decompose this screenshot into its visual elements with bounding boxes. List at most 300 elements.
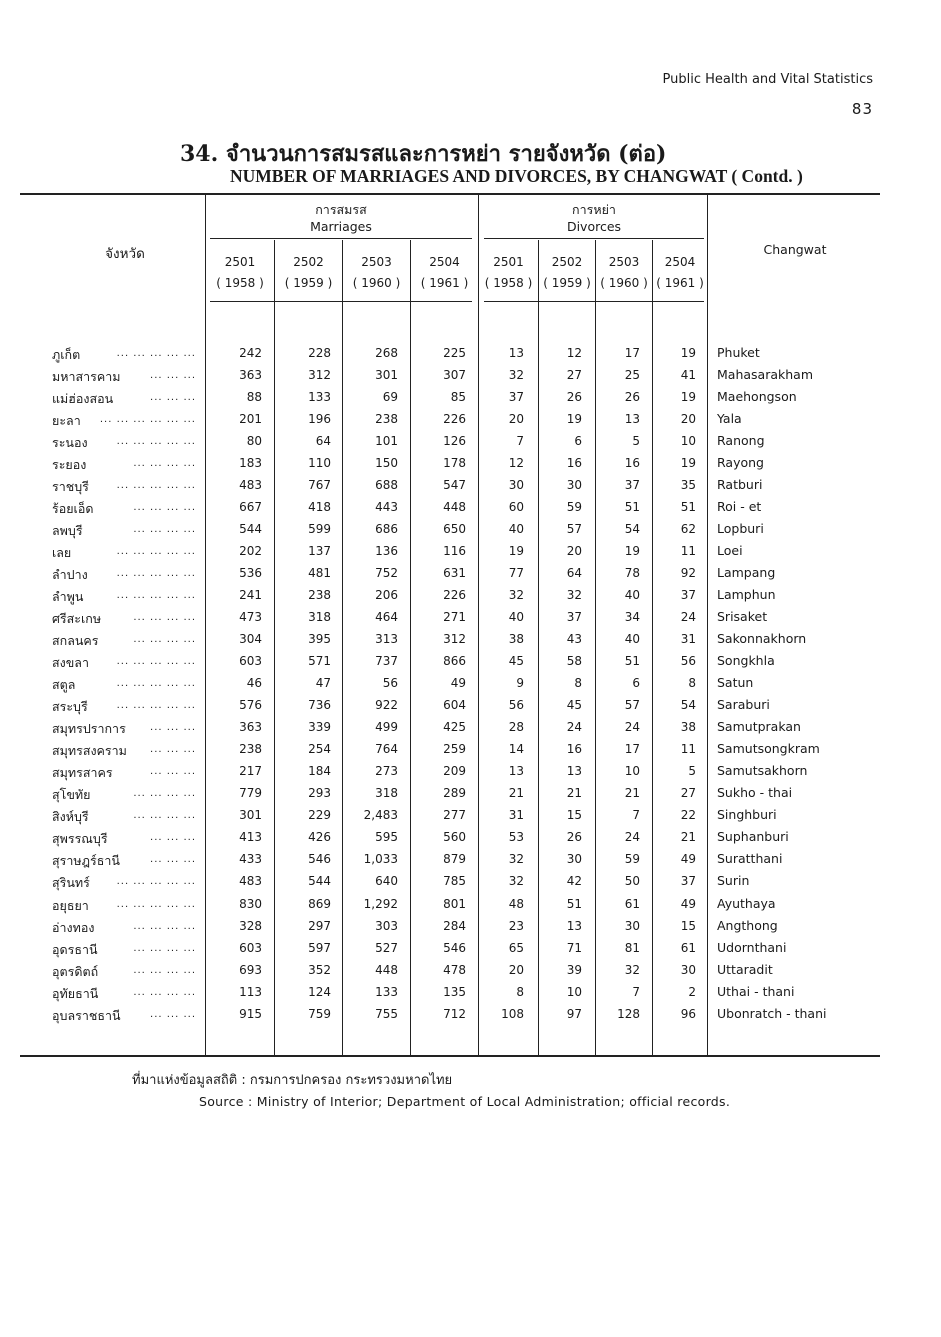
province-name-thai: สระบุรี [52, 699, 88, 715]
col-divider-changwat [707, 195, 708, 1055]
marriages-header-thai: การสมรส [315, 202, 367, 217]
source-note-thai: ที่มาแห่งข้อมูลสถิติ : กรมการปกครอง กระทรวงมหาดไทย [132, 1073, 453, 1088]
marriages-value: 184 [308, 764, 331, 779]
leader-dots: ... ... ... ... [133, 612, 196, 624]
divorces-value: 42 [566, 874, 582, 889]
province-name-thai: ร้อยเอ็ด [52, 501, 94, 517]
leader-dots: ... ... ... ... ... [116, 700, 196, 712]
col-divider-province [205, 195, 206, 1055]
divorces-value: 128 [617, 1006, 640, 1021]
marriages-value: 547 [443, 478, 466, 493]
marriages-value: 712 [443, 1006, 466, 1021]
marriages-value: 301 [375, 368, 398, 383]
marriages-value: 110 [308, 456, 331, 471]
divorces-value: 45 [508, 654, 524, 669]
marriages-value: 879 [443, 852, 466, 867]
province-name-thai: ยะลา [52, 413, 81, 429]
marriages-value: 284 [443, 918, 466, 933]
leader-dots: ... ... ... [150, 392, 196, 404]
changwat-name: Ayuthaya [717, 895, 776, 911]
year-ce: ( 1959 ) [284, 276, 333, 290]
divorces-value: 19 [680, 390, 696, 405]
marriages-value: 426 [308, 830, 331, 845]
leader-dots: ... ... ... ... [133, 920, 196, 932]
province-name-thai: อ่างทอง [52, 919, 95, 935]
leader-dots: ... ... ... [150, 744, 196, 756]
table-bottom-rule [20, 1055, 880, 1057]
divorces-value: 21 [624, 786, 640, 801]
divorces-value: 49 [680, 896, 696, 911]
divorces-value: 19 [680, 456, 696, 471]
year-be: 2503 [361, 255, 392, 269]
year-be: 2503 [608, 255, 640, 269]
year-ce: ( 1961 ) [656, 276, 704, 290]
marriages-value: 238 [375, 412, 398, 427]
divorces-value: 35 [680, 478, 696, 493]
marriages-value: 196 [308, 412, 331, 427]
year-header [479, 252, 538, 294]
marriages-value: 603 [239, 654, 262, 669]
divorces-value: 38 [680, 720, 696, 735]
divorces-value: 31 [680, 632, 696, 647]
marriages-value: 56 [382, 676, 398, 691]
divorces-value: 40 [508, 610, 524, 625]
marriages-value: 688 [375, 478, 398, 493]
divorces-value: 16 [566, 742, 582, 757]
divorces-value: 45 [566, 698, 582, 713]
divorces-value: 40 [624, 588, 640, 603]
marriages-value: 801 [443, 896, 466, 911]
province-name-thai: สุโขทัย [52, 787, 91, 803]
marriages-value: 150 [375, 456, 398, 471]
changwat-name: Singhburi [717, 807, 777, 823]
marriages-value: 650 [443, 522, 466, 537]
marriages-value: 202 [239, 544, 262, 559]
marriages-value: 49 [450, 676, 466, 691]
marriages-value: 576 [239, 698, 262, 713]
province-name-thai: ระนอง [52, 435, 88, 451]
divorces-value: 37 [624, 478, 640, 493]
marriages-value: 604 [443, 698, 466, 713]
leader-dots: ... ... ... ... [133, 634, 196, 646]
marriages-value: 755 [375, 1006, 398, 1021]
divorces-value: 16 [566, 456, 582, 471]
year-ce: ( 1960 ) [352, 276, 401, 290]
marriages-value: 133 [375, 984, 398, 999]
divorces-value: 58 [566, 654, 582, 669]
divorces-value: 11 [680, 742, 696, 757]
marriages-value: 64 [315, 434, 331, 449]
divorces-value: 19 [624, 544, 640, 559]
divorces-value: 15 [566, 808, 582, 823]
divorces-value: 37 [508, 390, 524, 405]
changwat-name: Sukho - thai [717, 785, 793, 801]
divorces-value: 40 [508, 522, 524, 537]
divorces-header-rule [484, 238, 704, 239]
changwat-name: Mahasarakham [717, 367, 813, 383]
province-name-thai: แม่ฮ่องสอน [52, 391, 114, 407]
divorces-value: 37 [566, 610, 582, 625]
marriages-value: 209 [443, 764, 466, 779]
divorces-value: 21 [508, 786, 524, 801]
divorces-header-thai: การหย่า [572, 202, 616, 217]
running-head: Public Health and Vital Statistics [662, 72, 873, 87]
year-header-rule-left [210, 301, 472, 302]
divorces-value: 51 [624, 500, 640, 515]
marriages-value: 126 [443, 434, 466, 449]
province-column-header-thai: จังหวัด [105, 246, 145, 262]
divorces-value: 32 [508, 588, 524, 603]
marriages-value: 113 [239, 984, 262, 999]
marriages-value: 599 [308, 522, 331, 537]
year-ce: ( 1960 ) [600, 276, 648, 290]
marriages-value: 69 [382, 390, 398, 405]
divorces-value: 51 [680, 500, 696, 515]
marriages-value: 101 [375, 434, 398, 449]
divorces-value: 59 [566, 500, 582, 515]
divorces-value: 56 [508, 698, 524, 713]
marriages-value: 85 [450, 390, 466, 405]
leader-dots: ... ... ... ... [133, 524, 196, 536]
marriages-value: 560 [443, 830, 466, 845]
leader-dots: ... ... ... ... ... [116, 568, 196, 580]
marriages-value: 271 [443, 610, 466, 625]
marriages-value: 293 [308, 786, 331, 801]
col-divider-m1 [274, 240, 275, 1055]
year-be: 2504 [664, 255, 696, 269]
marriages-value: 595 [375, 830, 398, 845]
marriages-value: 413 [239, 830, 262, 845]
leader-dots: ... ... ... ... ... [116, 348, 196, 359]
marriages-value: 217 [239, 764, 262, 779]
table-title-thai: 34. จำนวนการสมรสและการหย่า รายจังหวัด (ต่อ) [180, 141, 667, 167]
year-header [275, 252, 342, 294]
divorces-value: 28 [508, 720, 524, 735]
divorces-value: 2 [688, 984, 696, 999]
province-name-thai: ลพบุรี [52, 523, 83, 539]
divorces-value: 30 [566, 478, 582, 493]
year-be: 2504 [429, 255, 460, 269]
marriages-value: 448 [375, 962, 398, 977]
divorces-value: 19 [508, 544, 524, 559]
changwat-name: Lamphun [717, 587, 776, 603]
province-name-thai: สุพรรณบุรี [52, 831, 108, 847]
year-be: 2502 [551, 255, 583, 269]
divorces-value: 10 [566, 984, 582, 999]
changwat-name: Songkhla [717, 653, 775, 669]
marriages-value: 736 [308, 698, 331, 713]
divorces-value: 10 [680, 434, 696, 449]
leader-dots: ... ... ... ... ... [116, 480, 196, 492]
province-name-thai: สกลนคร [52, 633, 99, 649]
province-name-thai: สมุทรสงคราม [52, 743, 127, 759]
marriages-value: 124 [308, 984, 331, 999]
changwat-name: Phuket [717, 345, 760, 360]
marriages-value: 135 [443, 984, 466, 999]
marriages-value: 1,033 [363, 852, 398, 867]
divorces-value: 21 [566, 786, 582, 801]
divorces-value: 81 [624, 940, 640, 955]
leader-dots: ... ... ... ... ... [116, 590, 196, 602]
divorces-value: 32 [508, 874, 524, 889]
divorces-value: 5 [688, 764, 696, 779]
marriages-value: 304 [239, 632, 262, 647]
divorces-value: 7 [632, 808, 640, 823]
divorces-value: 12 [508, 456, 524, 471]
marriages-value: 473 [239, 610, 262, 625]
year-header [653, 252, 707, 294]
year-header [206, 252, 274, 294]
marriages-value: 448 [443, 500, 466, 515]
marriages-value: 640 [375, 874, 398, 889]
marriages-value: 47 [315, 676, 331, 691]
marriages-value: 363 [239, 368, 262, 383]
changwat-name: Ratburi [717, 477, 763, 493]
divorces-value: 97 [566, 1006, 582, 1021]
divorces-value: 108 [501, 1006, 524, 1021]
leader-dots: ... ... ... ... ... [116, 546, 196, 558]
changwat-name: Roi - et [717, 499, 762, 515]
divorces-value: 24 [624, 720, 640, 735]
marriages-value: 779 [239, 786, 262, 801]
year-be: 2501 [224, 255, 256, 269]
leader-dots: ... ... ... ... [133, 788, 196, 800]
divorces-value: 51 [566, 896, 582, 911]
divorces-value: 78 [624, 566, 640, 581]
marriages-value: 483 [239, 478, 262, 493]
divorces-value: 61 [624, 896, 640, 911]
marriages-value: 425 [443, 720, 466, 735]
marriages-value: 481 [308, 566, 331, 581]
marriages-value: 767 [308, 478, 331, 493]
divorces-value: 50 [624, 874, 640, 889]
changwat-name: Lopburi [717, 521, 764, 537]
changwat-name: Rayong [717, 455, 764, 471]
province-name-thai: มหาสารคาม [52, 369, 121, 385]
divorces-value: 23 [508, 918, 524, 933]
divorces-value: 17 [624, 346, 640, 360]
changwat-name: Satun [717, 675, 754, 691]
marriages-value: 352 [308, 962, 331, 977]
divorces-value: 7 [632, 984, 640, 999]
marriages-value: 178 [443, 456, 466, 471]
divorces-value: 6 [574, 434, 582, 449]
divorces-value: 9 [516, 676, 524, 691]
province-name-thai: อยุธยา [52, 897, 89, 913]
changwat-name: Suphanburi [717, 829, 789, 845]
divorces-value: 14 [508, 742, 524, 757]
divorces-value: 11 [680, 544, 696, 559]
marriages-value: 536 [239, 566, 262, 581]
divorces-value: 24 [566, 720, 582, 735]
marriages-value: 2,483 [363, 808, 398, 823]
leader-dots: ... ... ... [150, 766, 196, 778]
divorces-value: 30 [508, 478, 524, 493]
divorces-value: 7 [516, 434, 524, 449]
divorces-value: 15 [680, 918, 696, 933]
marriages-value: 201 [239, 412, 262, 427]
divorces-value: 13 [566, 918, 582, 933]
marriages-value: 830 [239, 896, 262, 911]
divorces-value: 12 [566, 346, 582, 360]
divorces-header-english: Divorces [566, 219, 622, 234]
divorces-value: 20 [680, 412, 696, 427]
changwat-name: Yala [717, 411, 742, 427]
divorces-value: 37 [680, 588, 696, 603]
province-name-thai: สมุทรปราการ [52, 721, 126, 737]
province-name-thai: ลำปาง [52, 567, 88, 583]
changwat-name: Maehongson [717, 389, 797, 405]
marriages-value: 137 [308, 544, 331, 559]
divorces-value: 17 [624, 742, 640, 757]
divorces-value: 19 [566, 412, 582, 427]
divorces-value: 38 [508, 632, 524, 647]
divorces-value: 26 [566, 390, 582, 405]
marriages-value: 136 [375, 544, 398, 559]
divorces-value: 57 [566, 522, 582, 537]
marriages-value: 206 [375, 588, 398, 603]
divorces-value: 62 [680, 522, 696, 537]
marriages-value: 915 [239, 1006, 262, 1021]
marriages-value: 597 [308, 940, 331, 955]
province-name-thai: ระยอง [52, 457, 87, 473]
province-name-thai: สมุทรสาคร [52, 765, 113, 781]
leader-dots: ... ... ... ... ... [116, 898, 196, 910]
divorces-value: 34 [624, 610, 640, 625]
changwat-name: Samutsongkram [717, 741, 820, 757]
divorces-value: 30 [624, 918, 640, 933]
marriages-value: 759 [308, 1006, 331, 1021]
changwat-name: Samutprakan [717, 719, 801, 735]
marriages-value: 764 [375, 742, 398, 757]
divorces-value: 5 [632, 434, 640, 449]
marriages-value: 277 [443, 808, 466, 823]
col-divider-m3 [410, 240, 411, 1055]
year-be: 2501 [493, 255, 524, 269]
leader-dots: ... ... ... ... [133, 942, 196, 954]
marriages-value: 289 [443, 786, 466, 801]
divorces-value: 20 [508, 412, 524, 427]
marriages-value: 312 [308, 368, 331, 383]
province-name-thai: เลย [52, 545, 72, 561]
province-name-thai: ภูเก็ต [52, 347, 81, 362]
marriages-value: 297 [308, 918, 331, 933]
year-ce: ( 1961 ) [420, 276, 469, 290]
marriages-value: 752 [375, 566, 398, 581]
divorces-value: 71 [566, 940, 582, 955]
divorces-value: 56 [680, 654, 696, 669]
province-name-thai: ลำพูน [52, 589, 84, 605]
divorces-value: 92 [680, 566, 696, 581]
marriages-value: 527 [375, 940, 398, 955]
divorces-value: 16 [624, 456, 640, 471]
marriages-header-english: Marriages [310, 219, 372, 234]
marriages-value: 603 [239, 940, 262, 955]
divorces-value: 49 [680, 852, 696, 867]
changwat-name: Lampang [717, 565, 776, 581]
year-header [411, 252, 478, 294]
changwat-name: Angthong [717, 917, 778, 933]
marriages-value: 546 [308, 852, 331, 867]
marriages-value: 443 [375, 500, 398, 515]
province-name-thai: สุราษฎร์ธานี [52, 853, 120, 869]
marriages-value: 133 [308, 390, 331, 405]
marriages-value: 225 [443, 346, 466, 360]
marriages-value: 307 [443, 368, 466, 383]
marriages-value: 268 [375, 346, 398, 360]
marriages-value: 363 [239, 720, 262, 735]
marriages-value: 866 [443, 654, 466, 669]
changwat-name: Loei [717, 543, 743, 559]
leader-dots: ... ... ... ... ... [116, 678, 196, 690]
divorces-value: 39 [566, 962, 582, 977]
changwat-name: Suratthani [717, 851, 783, 867]
divorces-value: 24 [680, 610, 696, 625]
year-ce: ( 1958 ) [216, 276, 264, 290]
divorces-value: 13 [508, 346, 524, 360]
divorces-value: 30 [680, 962, 696, 977]
divorces-value: 41 [680, 368, 696, 383]
divorces-value: 32 [508, 852, 524, 867]
changwat-column-header: Changwat [763, 242, 827, 257]
year-header-rule-right [484, 301, 704, 302]
year-ce: ( 1959 ) [543, 276, 591, 290]
divorces-value: 32 [624, 962, 640, 977]
divorces-value: 26 [624, 390, 640, 405]
province-name-thai: สิงห์บุรี [52, 809, 89, 825]
divorces-value: 10 [624, 764, 640, 779]
marriages-value: 922 [375, 698, 398, 713]
marriages-value: 328 [239, 918, 262, 933]
divorces-value: 6 [632, 676, 640, 691]
year-header [343, 252, 410, 294]
marriages-value: 226 [443, 588, 466, 603]
divorces-value: 40 [624, 632, 640, 647]
marriages-value: 88 [246, 390, 262, 405]
marriages-value: 228 [308, 346, 331, 360]
marriages-value: 318 [375, 786, 398, 801]
divorces-value: 37 [680, 874, 696, 889]
divorces-value: 53 [508, 830, 524, 845]
divorces-value: 54 [624, 522, 640, 537]
province-name-thai: ศรีสะเกษ [52, 611, 102, 627]
leader-dots: ... ... ... [150, 722, 196, 734]
changwat-name: Udornthani [717, 939, 787, 955]
table-top-rule [20, 193, 880, 195]
divorces-value: 8 [688, 676, 696, 691]
divorces-value: 20 [566, 544, 582, 559]
province-name-thai: อุทัยธานี [52, 985, 99, 1001]
divorces-value: 13 [508, 764, 524, 779]
marriages-value: 254 [308, 742, 331, 757]
marriages-value: 478 [443, 962, 466, 977]
leader-dots: ... ... ... ... [133, 986, 196, 998]
marriages-value: 544 [308, 874, 331, 889]
marriages-value: 226 [443, 412, 466, 427]
divorces-value: 13 [624, 412, 640, 427]
province-name-thai: อุตรดิตถ์ [52, 963, 99, 979]
divorces-value: 24 [624, 830, 640, 845]
table-title-english: NUMBER OF MARRIAGES AND DIVORCES, BY CHANGWAT ( Contd. ) [230, 166, 803, 186]
divorces-value: 27 [680, 786, 696, 801]
divorces-value: 32 [566, 588, 582, 603]
changwat-name: Uttaradit [717, 961, 773, 977]
marriages-value: 318 [308, 610, 331, 625]
changwat-name: Uthai - thani [717, 983, 795, 999]
divorces-value: 59 [624, 852, 640, 867]
col-divider-d2 [595, 240, 596, 1055]
leader-dots: ... ... ... ... [133, 502, 196, 514]
